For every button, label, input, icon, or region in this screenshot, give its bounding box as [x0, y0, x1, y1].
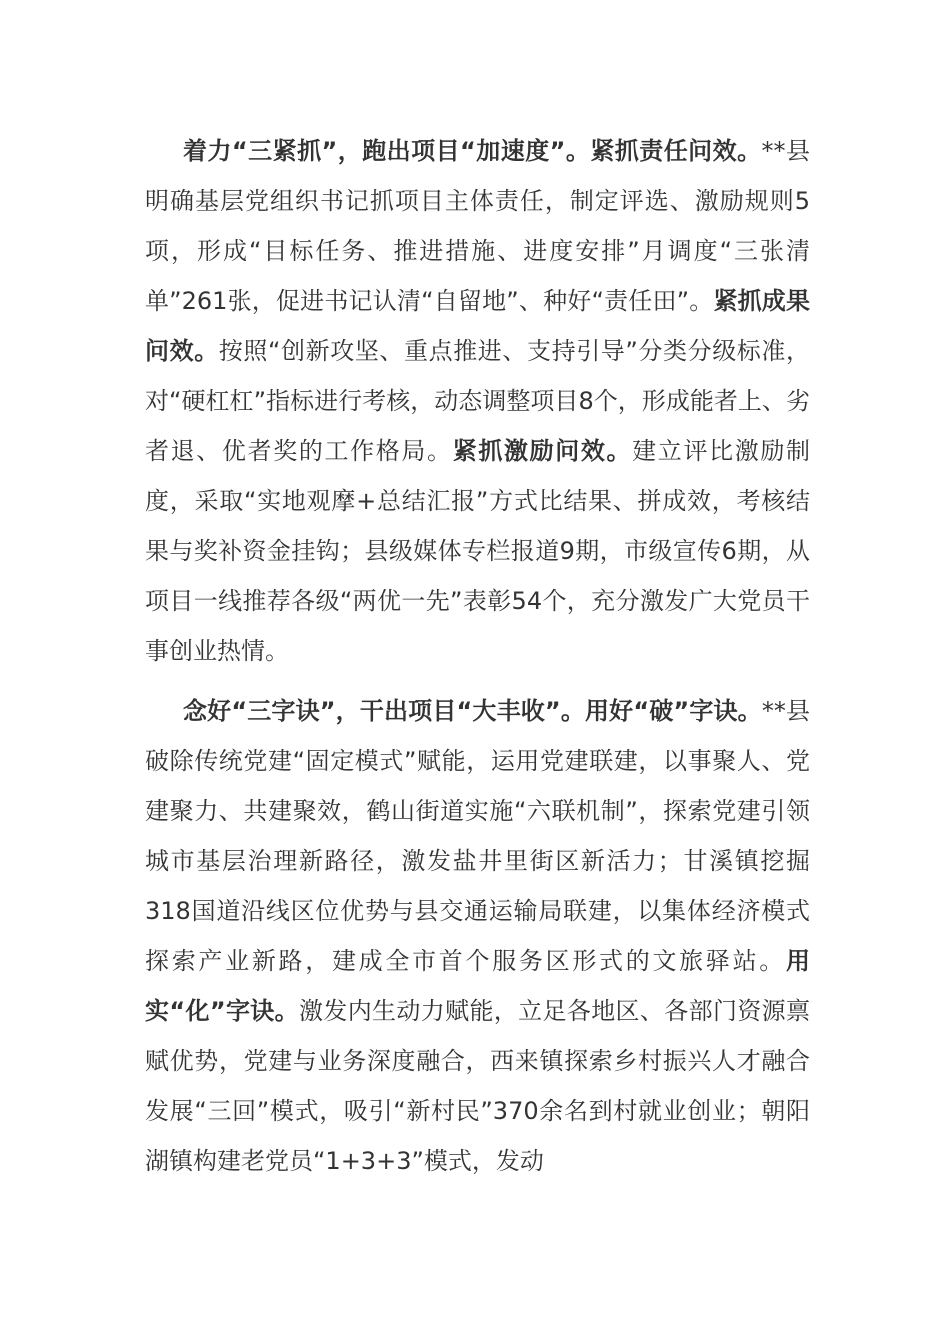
heading-run: 用实“化”字诀。: [145, 947, 810, 1025]
heading-run: 紧抓激励问效。: [452, 437, 633, 465]
body-run: **县明确基层党组织书记抓项目主体责任，制定评选、激励规则5项，形成“目标任务、推进措施、进度安排”月调度“三张清单”261张，促进书记认清“自留地”、种好“责任田”。: [145, 137, 811, 315]
heading-run: 紧抓成果问效。: [145, 287, 810, 365]
body-run: 建立评比激励制度，采取“实地观摩+总结汇报”方式比结果、拼成效，考核结果与奖补资金挂钩；县级媒体专栏报道9期，市级宣传6期，从项目一线推荐各级“两优一先”表彰54个，充分激发广大党员干事创业热情。: [145, 437, 811, 665]
document-body: [145, 126, 810, 1186]
heading-run: 念好“三字诀”，干出项目“大丰收”。用好“破”字诀。: [183, 697, 762, 725]
heading-run: 着力“三紧抓”，跑出项目“加速度”。紧抓责任问效。: [183, 137, 762, 165]
body-run: 按照“创新攻坚、重点推进、支持引导”分类分级标准，对“硬杠杠”指标进行考核，动态调整项目8个，形成能者上、劣者退、优者奖的工作格局。: [145, 337, 810, 465]
paragraph-1: [145, 126, 810, 676]
paragraph-2: [145, 686, 810, 1186]
body-run: 激发内生动力赋能，立足各地区、各部门资源禀赋优势，党建与业务深度融合，西来镇探索乡村振兴人才融合发展“三回”模式，吸引“新村民”370余名到村就业创业；朝阳湖镇构建老党员“1+3+3”模式，发动: [145, 997, 811, 1175]
body-run: **县破除传统党建“固定模式”赋能，运用党建联建，以事聚人、党建聚力、共建聚效，鹤山街道实施“六联机制”，探索党建引领城市基层治理新路径，激发盐井里街区新活力；甘溪镇挖掘318国道沿线区位优势与县交通运输局联建，以集体经济模式探索产业新路，建成全市首个服务区形式的文旅驿站。: [145, 697, 811, 975]
